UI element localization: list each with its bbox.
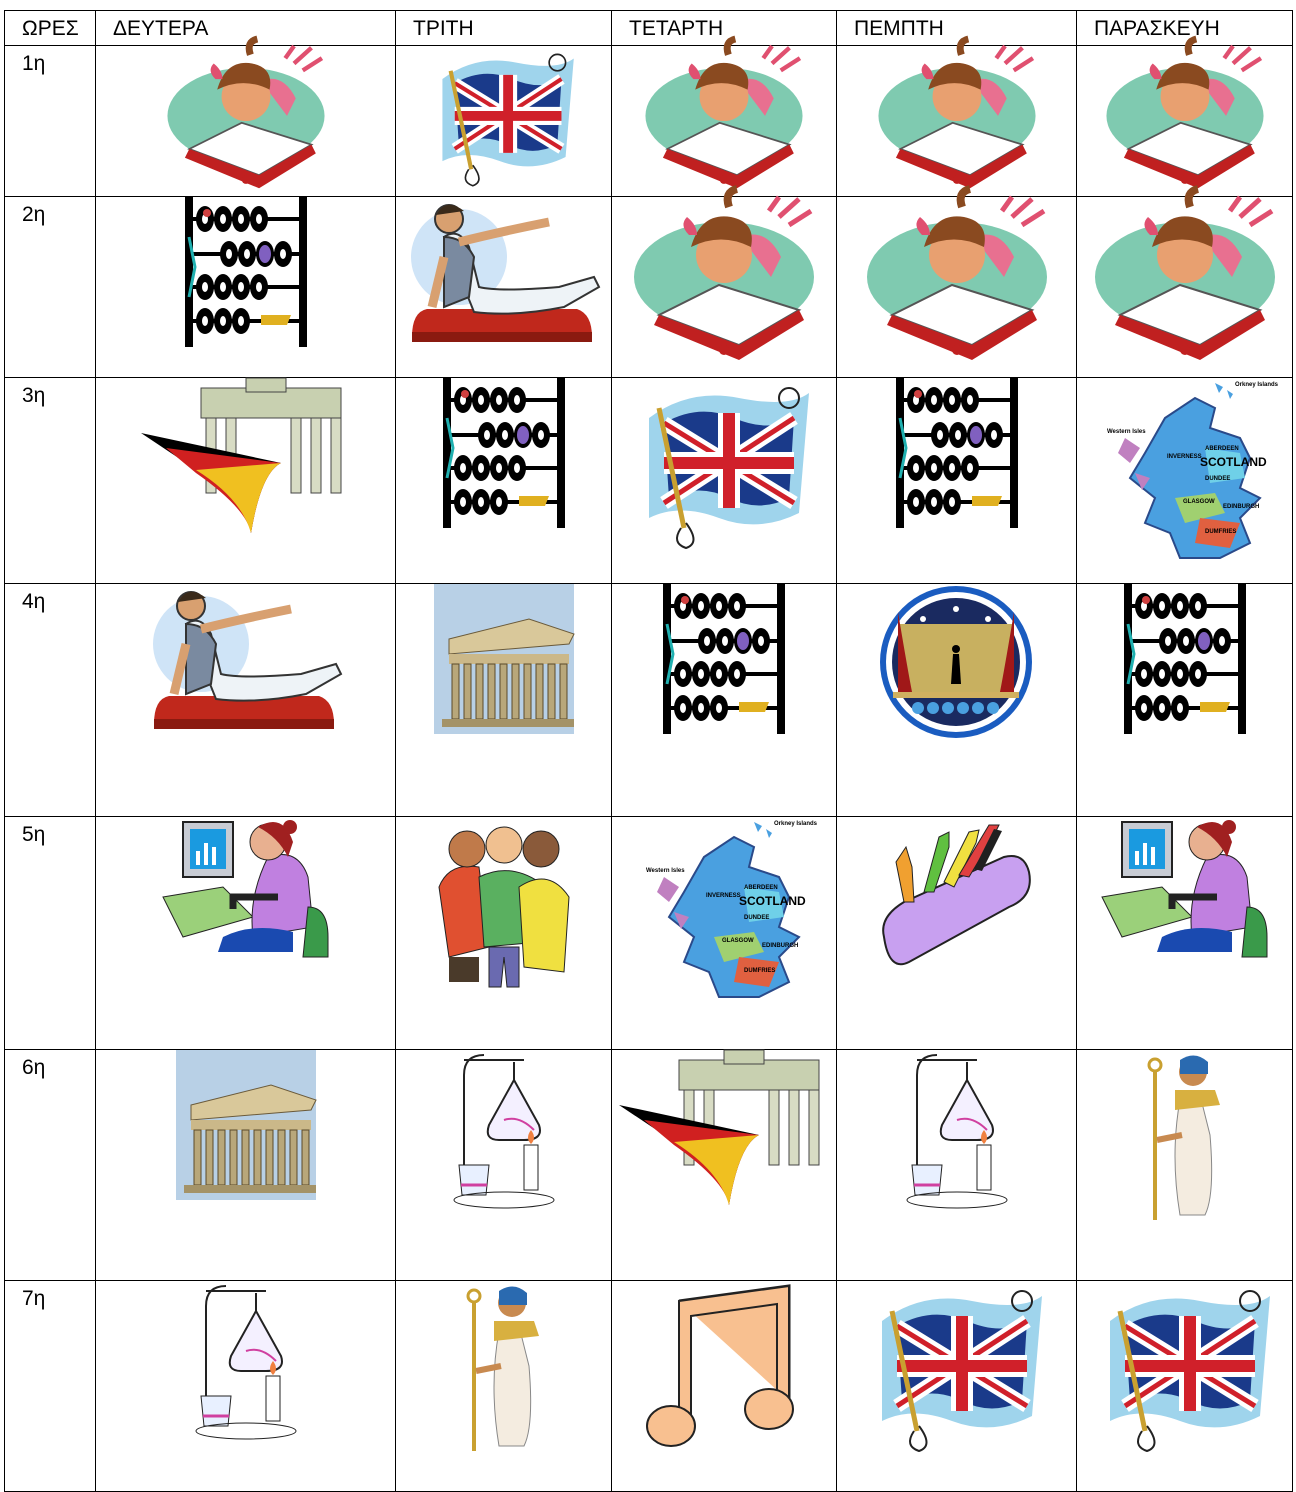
abacus-icon xyxy=(892,378,1022,530)
map-label: INVERNESS xyxy=(1166,454,1202,460)
theater-stage-icon xyxy=(878,584,1036,742)
lesson-cell-tuesday xyxy=(396,817,612,1050)
reading-girl-icon xyxy=(1102,46,1268,190)
lesson-cell-monday xyxy=(96,1281,396,1492)
abacus-icon xyxy=(181,197,311,349)
lesson-cell-thursday xyxy=(837,584,1077,817)
lesson-cell-tuesday xyxy=(396,378,612,584)
lesson-cell-thursday xyxy=(837,378,1077,584)
lesson-cell-wednesday xyxy=(612,584,837,817)
uk-flag-icon xyxy=(426,46,582,190)
lesson-cell-thursday xyxy=(837,1281,1077,1492)
hour-cell xyxy=(5,1281,96,1492)
german-gate-icon xyxy=(619,1050,829,1210)
schedule-row xyxy=(5,584,1293,817)
lesson-cell-tuesday xyxy=(396,46,612,197)
lesson-cell-wednesday xyxy=(612,1050,837,1281)
reading-girl-icon xyxy=(641,46,807,190)
map-label: DUNDEE xyxy=(1204,476,1230,482)
header-hours-label: ΩΡΕΣ xyxy=(22,17,79,40)
egyptian-figure-icon xyxy=(464,1281,544,1456)
lesson-cell-monday xyxy=(96,584,396,817)
lesson-cell-thursday xyxy=(837,197,1077,378)
abacus-icon xyxy=(439,378,569,530)
map-label: ABERDEEN xyxy=(744,885,778,891)
hour-cell xyxy=(5,378,96,584)
header-day-cell xyxy=(837,11,1077,46)
lesson-cell-friday xyxy=(1077,1281,1293,1492)
lesson-cell-wednesday xyxy=(612,46,837,197)
lesson-cell-wednesday xyxy=(612,1281,837,1492)
map-label: INVERNESS xyxy=(706,893,741,899)
hour-label: 3η xyxy=(22,384,46,407)
map-label: EDINBURGH xyxy=(762,943,799,949)
pencil-case-icon xyxy=(874,817,1039,982)
lesson-cell-monday xyxy=(96,1050,396,1281)
schedule-row xyxy=(5,378,1293,584)
map-label: GLASGOW xyxy=(722,938,754,944)
map-label: GLASGOW xyxy=(1182,499,1215,505)
lesson-cell-wednesday xyxy=(612,378,837,584)
friends-group-icon xyxy=(429,817,579,992)
lesson-cell-monday xyxy=(96,46,396,197)
reading-girl-icon xyxy=(163,46,329,190)
lesson-cell-friday xyxy=(1077,46,1293,197)
header-day-cell xyxy=(612,11,837,46)
header-day-cell xyxy=(396,11,612,46)
gymnast-icon xyxy=(404,197,604,347)
map-label: Western Isles xyxy=(646,868,685,874)
uk-flag-icon xyxy=(629,378,819,553)
header-row xyxy=(5,11,1293,46)
lesson-cell-friday xyxy=(1077,584,1293,817)
schedule-row xyxy=(5,46,1293,197)
map-label: SCOTLAND xyxy=(739,894,806,908)
reading-girl-icon xyxy=(874,46,1040,190)
lesson-cell-monday xyxy=(96,378,396,584)
map-label: DUMFRIES xyxy=(1204,529,1236,535)
header-day-cell xyxy=(1077,11,1293,46)
map-label: DUMFRIES xyxy=(744,968,776,974)
reading-girl-icon xyxy=(862,197,1052,362)
hour-cell xyxy=(5,584,96,817)
hour-cell xyxy=(5,817,96,1050)
timetable xyxy=(4,10,1293,1492)
map-label: SCOTLAND xyxy=(1199,455,1267,469)
header-day-cell xyxy=(96,11,396,46)
hour-label: 7η xyxy=(22,1287,46,1310)
scotland-map-icon xyxy=(644,817,818,992)
header-day-friday: ΠΑΡΑΣΚΕΥΗ xyxy=(1094,17,1220,40)
scotland-map-icon xyxy=(1105,378,1278,553)
schedule-row xyxy=(5,817,1293,1050)
hour-label: 1η xyxy=(22,52,46,75)
lesson-cell-tuesday xyxy=(396,1281,612,1492)
header-day-tuesday: ΤΡΙΤΗ xyxy=(413,17,474,40)
hour-label: 6η xyxy=(22,1056,46,1079)
lesson-cell-friday xyxy=(1077,817,1293,1050)
lab-flask-icon xyxy=(191,1281,301,1441)
hour-label: 2η xyxy=(22,203,46,226)
uk-flag-icon xyxy=(1090,1281,1280,1456)
map-label: Orkney Islands xyxy=(1234,382,1278,388)
lesson-cell-friday xyxy=(1077,378,1293,584)
lesson-cell-friday xyxy=(1077,1050,1293,1281)
map-label: EDINBURGH xyxy=(1222,504,1259,510)
lesson-cell-friday xyxy=(1077,197,1293,378)
lesson-cell-monday xyxy=(96,197,396,378)
music-notes-icon xyxy=(649,1281,799,1451)
hour-cell xyxy=(5,197,96,378)
header-hours-cell xyxy=(5,11,96,46)
computer-user-icon xyxy=(1097,817,1272,962)
hour-label: 4η xyxy=(22,590,46,613)
egyptian-figure-icon xyxy=(1145,1050,1225,1225)
header-day-monday: ΔΕΥΤΕΡΑ xyxy=(113,17,209,40)
hour-label: 5η xyxy=(22,823,46,846)
map-label: Western Isles xyxy=(1106,429,1146,435)
german-gate-icon xyxy=(141,378,351,538)
reading-girl-icon xyxy=(1090,197,1280,362)
header-day-wednesday: ΤΕΤΑΡΤΗ xyxy=(629,17,724,40)
uk-flag-icon xyxy=(862,1281,1052,1456)
lesson-cell-tuesday xyxy=(396,197,612,378)
lesson-cell-thursday xyxy=(837,46,1077,197)
map-label: Orkney Islands xyxy=(774,821,818,827)
abacus-icon xyxy=(1120,584,1250,736)
reading-girl-icon xyxy=(629,197,819,362)
parthenon-icon xyxy=(434,584,574,734)
lesson-cell-tuesday xyxy=(396,1050,612,1281)
map-label: ABERDEEN xyxy=(1204,446,1239,452)
lesson-cell-monday xyxy=(96,817,396,1050)
header-day-thursday: ΠΕΜΠΤΗ xyxy=(854,17,944,40)
hour-cell xyxy=(5,46,96,197)
gymnast-icon xyxy=(146,584,346,734)
lab-flask-icon xyxy=(449,1050,559,1210)
lab-flask-icon xyxy=(902,1050,1012,1210)
computer-user-icon xyxy=(158,817,333,962)
lesson-cell-thursday xyxy=(837,817,1077,1050)
schedule-row xyxy=(5,1050,1293,1281)
lesson-cell-wednesday xyxy=(612,817,837,1050)
hour-cell xyxy=(5,1050,96,1281)
map-label: DUNDEE xyxy=(744,915,770,921)
abacus-icon xyxy=(659,584,789,736)
parthenon-icon xyxy=(176,1050,316,1200)
schedule-row xyxy=(5,1281,1293,1492)
schedule-row xyxy=(5,197,1293,378)
lesson-cell-thursday xyxy=(837,1050,1077,1281)
lesson-cell-tuesday xyxy=(396,584,612,817)
lesson-cell-wednesday xyxy=(612,197,837,378)
